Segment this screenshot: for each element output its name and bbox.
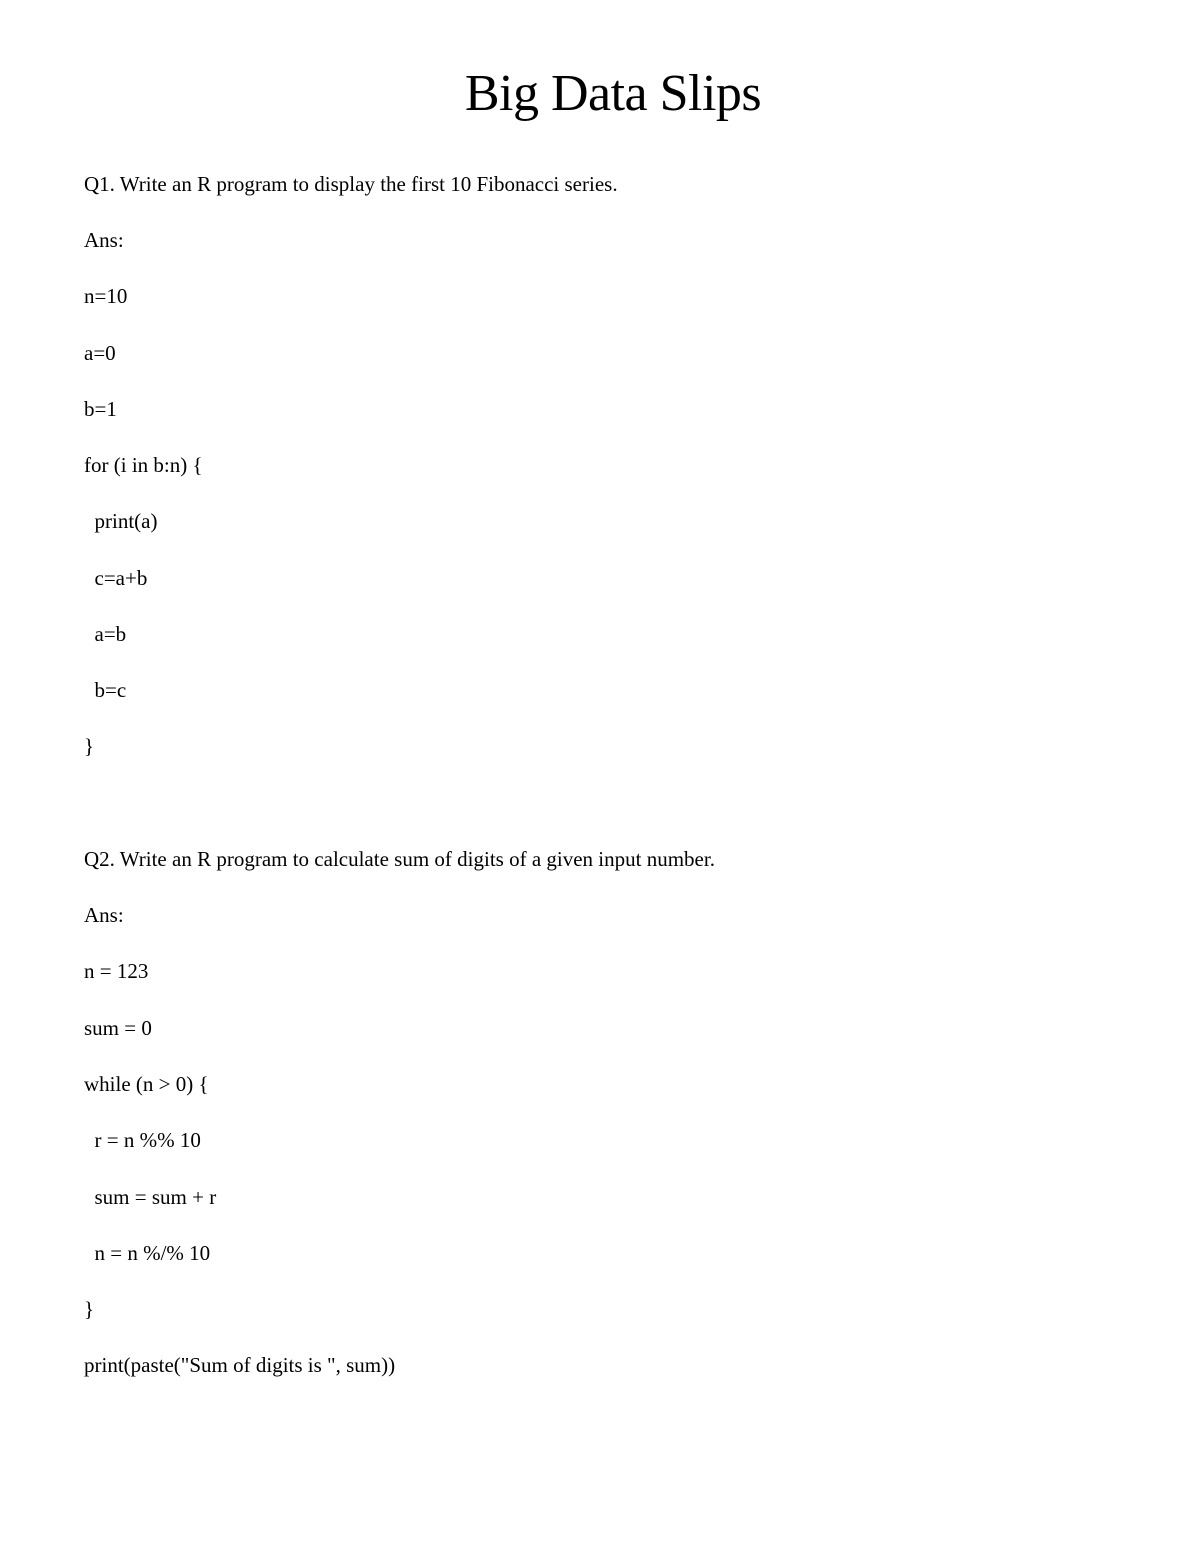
code-line: } (84, 734, 95, 758)
code-line: print(a) (84, 509, 158, 533)
code-line: c=a+b (84, 566, 148, 590)
code-line: b=c (84, 678, 127, 702)
code-line: sum = sum + r (84, 1185, 217, 1209)
answer-label-2: Ans: (84, 903, 124, 927)
answer-label-1: Ans: (84, 228, 124, 252)
code-line: for (i in b:n) { (84, 453, 203, 477)
code-line: } (84, 1297, 95, 1321)
code-line: n = n %/% 10 (84, 1241, 211, 1265)
question-2: Q2. Write an R program to calculate sum of digits of a given input number. (84, 847, 715, 871)
question-1: Q1. Write an R program to display the first 10 Fibonacci series. (84, 172, 618, 196)
code-line: print(paste("Sum of digits is ", sum)) (84, 1353, 396, 1377)
code-line: sum = 0 (84, 1016, 152, 1040)
code-line: b=1 (84, 397, 117, 421)
code-line: a=0 (84, 341, 116, 365)
code-line: while (n > 0) { (84, 1072, 209, 1096)
code-line: n = 123 (84, 959, 149, 983)
code-line: r = n %% 10 (84, 1128, 201, 1152)
code-line: n=10 (84, 284, 128, 308)
code-line: a=b (84, 622, 127, 646)
document-title: Big Data Slips (464, 65, 762, 122)
